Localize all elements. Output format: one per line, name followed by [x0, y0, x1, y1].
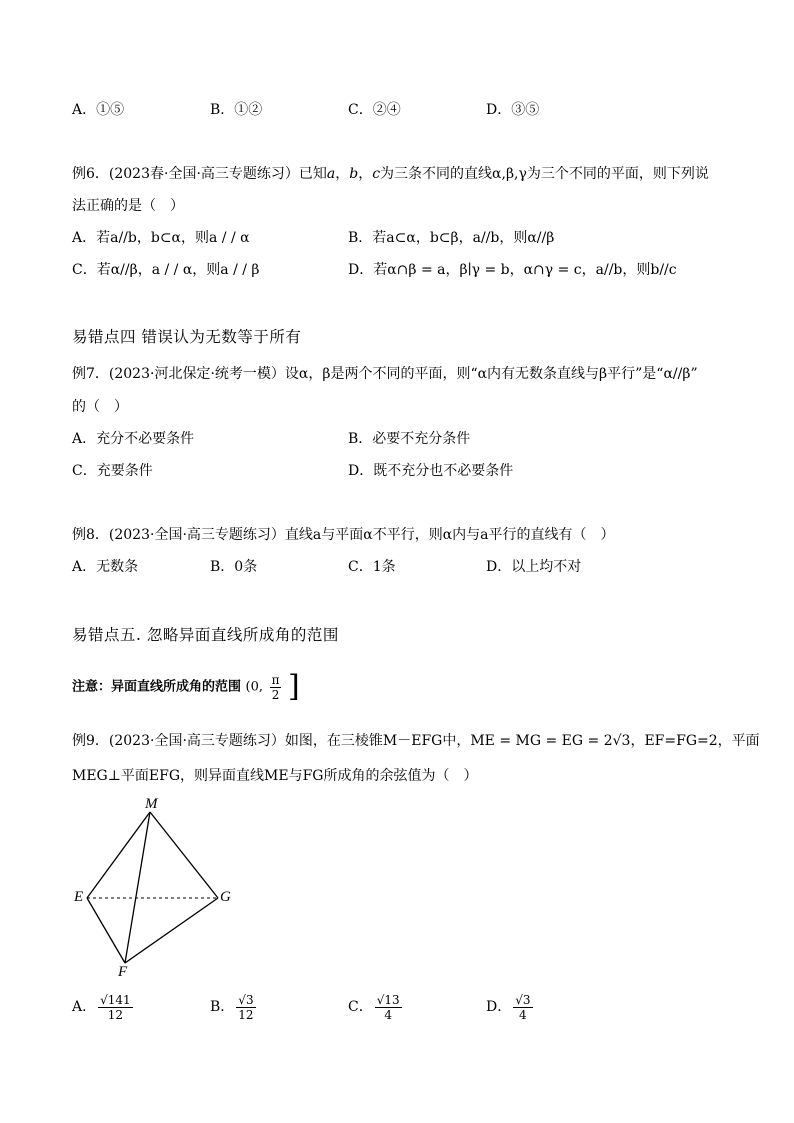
ex9-option-b-letter: B．	[210, 999, 235, 1015]
ex8-question: 例8．(2023·全国·高三专题练习）直线a与平面α不平行，则α内与a平行的直线有（ ）	[72, 527, 615, 543]
note-text: 注意：异面直线所成角的范围	[72, 679, 242, 695]
ex9-option-a-denominator: 12	[107, 1007, 124, 1022]
ex9-option-a-fraction	[98, 993, 133, 1022]
ex9-option-a	[72, 990, 135, 1024]
note-angle-range	[72, 669, 300, 704]
ex7-option-b: B．必要不充分条件	[348, 431, 471, 447]
ex9-option-b-denominator: 12	[238, 1007, 254, 1022]
ex9-option-d	[486, 990, 535, 1024]
vertex-label-M: M	[145, 796, 158, 812]
note-close: ]	[287, 669, 300, 704]
vertex-label-F: F	[118, 964, 128, 980]
ex9-option-b-numerator: √3	[238, 992, 254, 1007]
ex9-option-d-denominator: 4	[519, 1007, 527, 1022]
ex9-option-c-numerator: √13	[376, 992, 400, 1007]
ex9-option-d-numerator: √3	[515, 992, 531, 1007]
ex6-option-d: D．若α∩β = a，β∣γ = b，α∩γ = c，a//b，则b//c	[348, 262, 677, 278]
ex7-question-line2: 的（ ）	[72, 399, 128, 415]
edge-MG	[150, 812, 218, 898]
ex9-question-line1: 例9．(2023·全国·高三专题练习）如图，在三棱锥M－EFG中，ME = MG = EG = 2√3，EF=FG=2，平面	[72, 733, 760, 749]
ex9-option-c-fraction	[375, 993, 402, 1022]
edge-MF	[125, 812, 150, 963]
ex8-option-a: A．无数条	[72, 559, 139, 575]
ex6-option-b: B．若a⊂α，b⊂β，a//b，则α//β	[348, 230, 555, 246]
q5-option-a: A．①⑤	[72, 102, 125, 118]
ex9-option-a-numerator: √141	[100, 992, 131, 1007]
ex6-question-line1: 例6．(2023春·全国·高三专题练习）已知𝑎，𝑏，𝑐为三条不同的直线α,β,γ为三个不同的平面，则下列说	[72, 166, 709, 182]
ex9-option-d-fraction	[513, 993, 532, 1022]
note-fraction	[270, 673, 282, 702]
ex9-option-c	[348, 990, 404, 1024]
ex6-question-line2: 法正确的是（ ）	[72, 198, 184, 214]
ex7-question-line1: 例7．(2023·河北保定·统考一模）设α，β是两个不同的平面，则“α内有无数条直线与β平行”是“α//β”	[72, 366, 698, 382]
ex7-option-a: A．充分不必要条件	[72, 431, 195, 447]
ex6-option-c: C．若α//β，a / / α，则a / / β	[72, 262, 260, 278]
section-heading-4: 易错点四 错误认为无数等于所有	[72, 328, 302, 346]
ex9-option-b-fraction	[236, 993, 255, 1022]
ex7-option-c: C．充要条件	[72, 463, 153, 479]
section-heading-5: 易错点五. 忽略异面直线所成角的范围	[72, 626, 339, 644]
ex9-option-d-letter: D．	[486, 999, 512, 1015]
q5-option-c: C．②④	[348, 102, 401, 118]
vertex-label-E: E	[74, 889, 84, 905]
ex8-option-d: D．以上均不对	[486, 559, 582, 575]
ex9-question-line2: MEG⊥平面EFG，则异面直线ME与FG所成角的余弦值为（ ）	[72, 768, 478, 784]
ex9-option-c-denominator: 4	[384, 1007, 392, 1022]
edge-ME	[87, 812, 150, 898]
ex9-option-b	[210, 990, 258, 1024]
vertex-label-G: G	[220, 889, 231, 905]
ex9-option-c-letter: C．	[348, 999, 373, 1015]
ex7-option-d: D．既不充分也不必要条件	[348, 463, 514, 479]
ex8-option-b: B．0条	[210, 559, 258, 575]
edge-FG	[125, 898, 218, 963]
ex6-option-a: A．若a//b，b⊂α，则a / / α	[72, 230, 250, 246]
ex9-option-a-letter: A．	[72, 999, 97, 1015]
note-fraction-numerator: π	[271, 672, 280, 687]
note-fraction-denominator: 2	[271, 687, 280, 702]
edge-EF	[87, 898, 125, 963]
ex8-option-c: C．1条	[348, 559, 396, 575]
q5-option-d: D．③⑤	[486, 102, 540, 118]
q5-option-b: B．①②	[210, 102, 263, 118]
note-open: (0,	[245, 679, 264, 695]
